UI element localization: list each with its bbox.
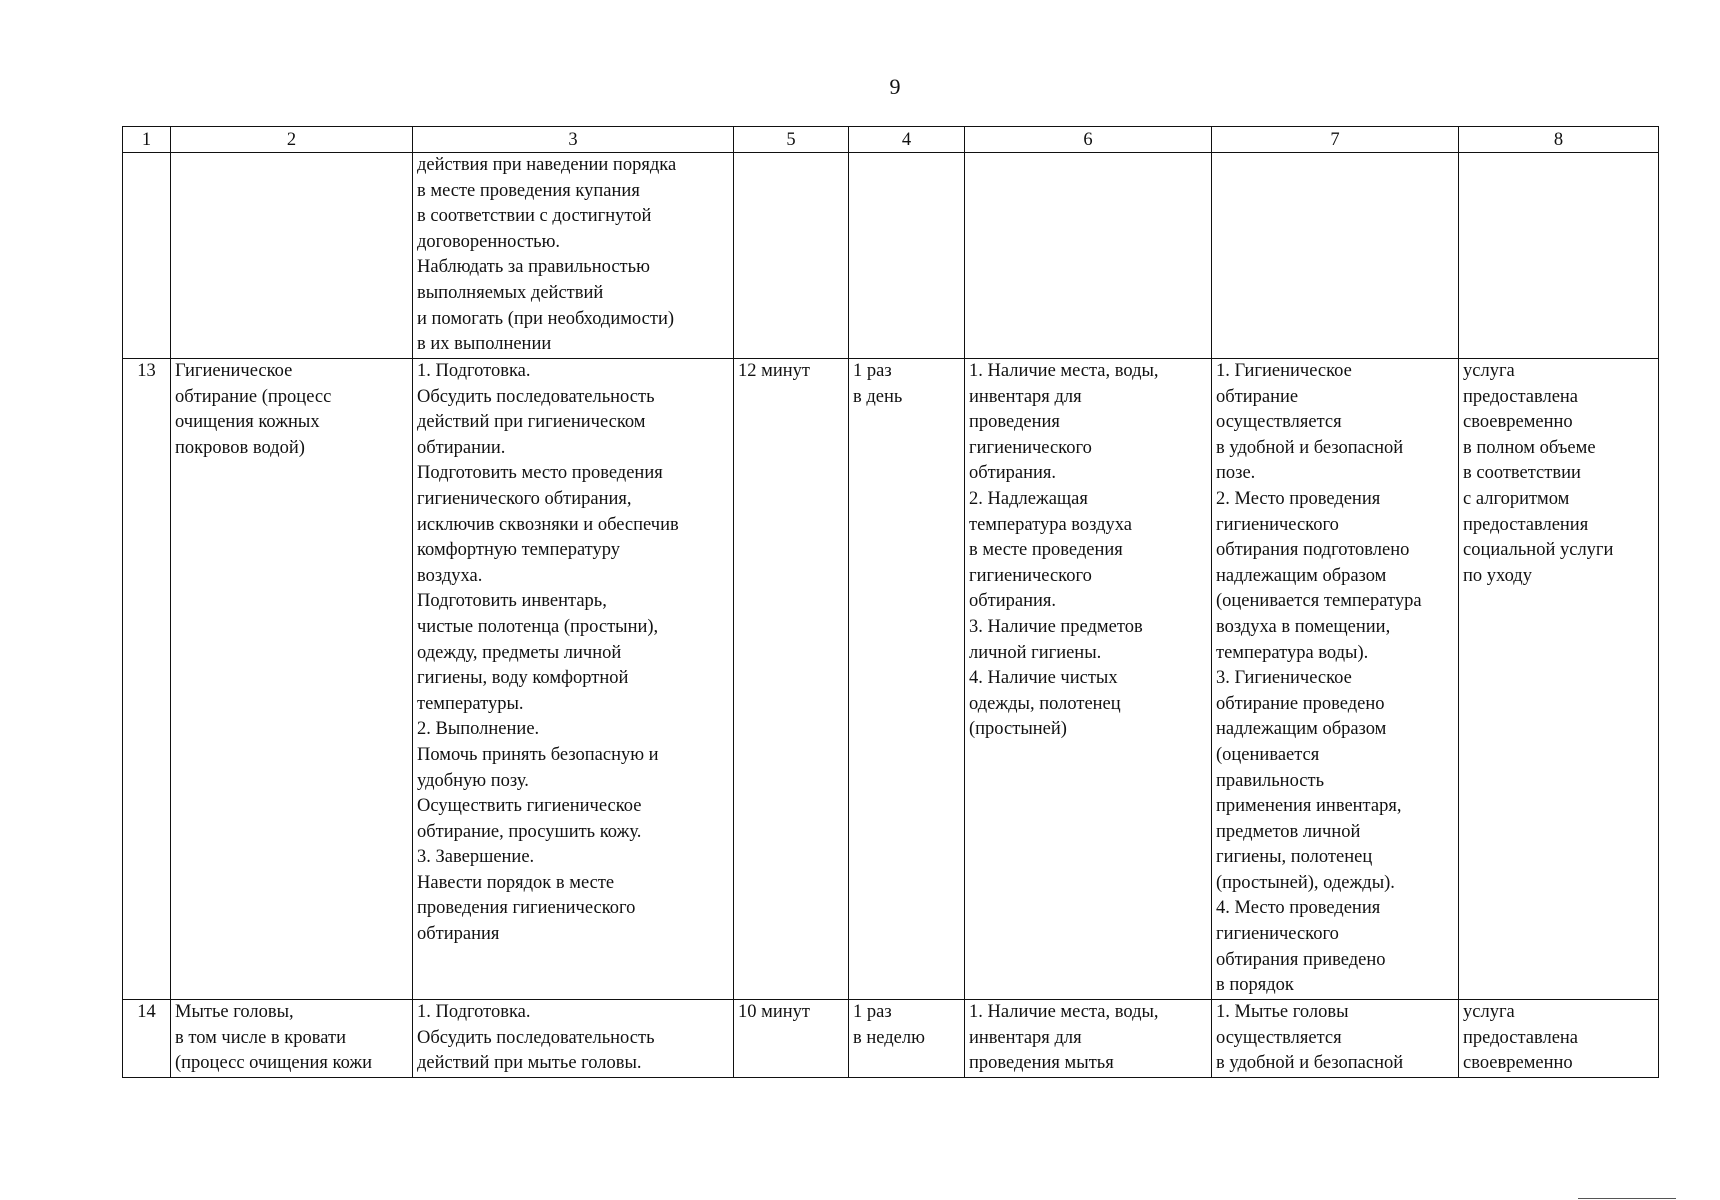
conditions-cell (965, 153, 1212, 359)
service-steps-cell: 1. Подготовка. Обсудить последовательность действий при мытье головы. (413, 1000, 734, 1078)
duration-cell: 10 минут (734, 1000, 849, 1078)
table-row-13 (123, 359, 1659, 1000)
quality-indicators-cell: 1. Мытье головы осуществляется в удобной и безопасной (1212, 1000, 1459, 1078)
duration-cell (734, 153, 849, 359)
column-header-3: 3 (413, 127, 734, 153)
service-name-cell (171, 153, 413, 359)
frequency-cell: 1 раз в день (849, 359, 965, 1000)
quality-indicators-cell (1212, 153, 1459, 359)
scan-edge-line (1578, 1198, 1676, 1199)
service-name-cell: Мытье головы, в том числе в кровати (процесс очищения кожи (171, 1000, 413, 1078)
result-evaluation-cell: услуга предоставлена своевременно в полном объеме в соответствии с алгоритмом предоставления социальной услуги по уходу (1459, 359, 1659, 1000)
quality-indicators-cell: 1. Гигиеническое обтирание осуществляется в удобной и безопасной позе. 2. Место проведения гигиенического обтирания подготовлено надлежащим образом (оценивается температура воздуха в помещении, температура воды). 3. Гигиеническое обтирание проведено надлежащим образом (оценивается правильность применения инвентаря, предметов личной гигиены, полотенец (простыней), одежды). 4. Место проведения гигиенического обтирания приведено в порядок (1212, 359, 1459, 1000)
row-number: 14 (123, 1000, 171, 1078)
table-row-continuation (123, 153, 1659, 359)
column-header-4: 4 (849, 127, 965, 153)
service-name-cell: Гигиеническое обтирание (процесс очищения кожных покровов водой) (171, 359, 413, 1000)
conditions-cell: 1. Наличие места, воды, инвентаря для проведения мытья (965, 1000, 1212, 1078)
row-number (123, 153, 171, 359)
result-evaluation-cell: услуга предоставлена своевременно (1459, 1000, 1659, 1078)
page-number: 9 (889, 74, 901, 99)
service-steps-cell: действия при наведении порядка в месте проведения купания в соответствии с достигнутой договоренностью. Наблюдать за правильностью выполняемых действий и помогать (при необходимости) в их выполнении (413, 153, 734, 359)
table-row-14 (123, 1000, 1659, 1078)
frequency-cell (849, 153, 965, 359)
column-header-8: 8 (1459, 127, 1659, 153)
row-number: 13 (123, 359, 171, 1000)
result-evaluation-cell (1459, 153, 1659, 359)
column-header-2: 2 (171, 127, 413, 153)
conditions-cell: 1. Наличие места, воды, инвентаря для проведения гигиенического обтирания. 2. Надлежащая температура воздуха в месте проведения гигиенического обтирания. 3. Наличие предметов личной гигиены. 4. Наличие чистых одежды, полотенец (простыней) (965, 359, 1212, 1000)
frequency-cell: 1 раз в неделю (849, 1000, 965, 1078)
column-header-7: 7 (1212, 127, 1459, 153)
column-header-1: 1 (123, 127, 171, 153)
service-steps-cell: 1. Подготовка. Обсудить последовательность действий при гигиеническом обтирании. Подготовить место проведения гигиенического обтирания, исключив сквозняки и обеспечив комфортную температуру воздуха. Подготовить инвентарь, чистые полотенца (простыни), одежду, предметы личной гигиены, воду комфортной температуры. 2. Выполнение. Помочь принять безопасную и удобную позу. Осуществить гигиеническое обтирание, просушить кожу. 3. Завершение. Навести порядок в месте проведения гигиенического обтирания (413, 359, 734, 1000)
column-number-row (123, 127, 1659, 153)
duration-cell: 12 минут (734, 359, 849, 1000)
services-table (122, 126, 1659, 1078)
column-header-6: 6 (965, 127, 1212, 153)
column-header-5: 5 (734, 127, 849, 153)
